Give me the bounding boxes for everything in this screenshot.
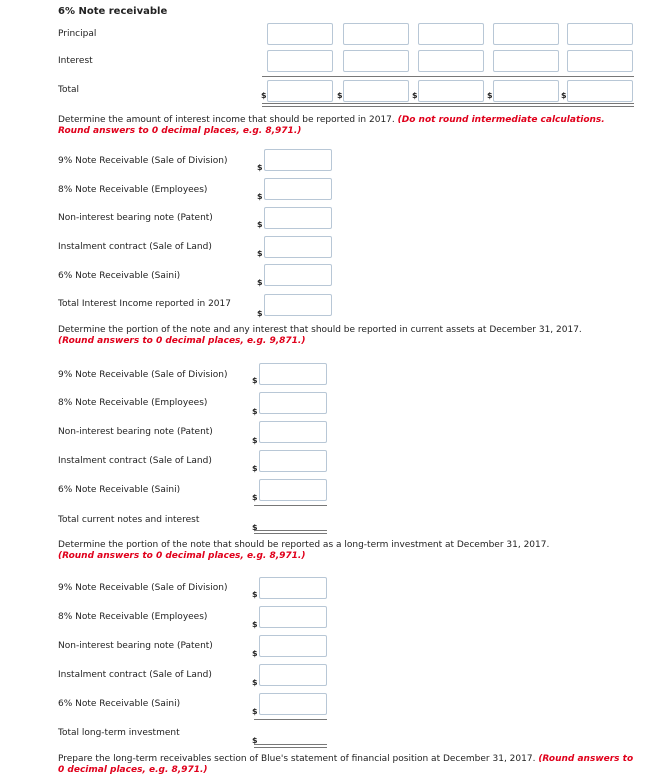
table-double-underline [262,103,634,107]
interest-input-4[interactable] [493,50,559,72]
q2-instruction-text: Determine the portion of the note and any interest that should be reported in current assets at December 31, 2017. [58,325,582,335]
q3-note: (Round answers to 0 decimal places, e.g. 8,971.) [58,551,306,561]
q1-note: (Do not round intermediate calculations. Round answers to 0 decimal places, e.g. 8,971.) [58,115,605,136]
q3-item-label: 9% Note Receivable (Sale of Division) [58,583,228,593]
q3-instruction-text: Determine the portion of the note that should be reported as a long-term investment at December 31, 2017. [58,540,550,550]
q2-input-sale-division[interactable] [259,363,327,385]
q3-item-label: Non-interest bearing note (Patent) [58,641,213,651]
q2-total-dollar: $ [252,523,258,532]
q2-input-patent[interactable] [259,421,327,443]
principal-input-2[interactable] [343,23,409,45]
total-dollar-1: $ [261,91,267,100]
q1-input-sale-division[interactable] [264,149,332,171]
q3-input-patent[interactable] [259,635,327,657]
interest-input-5[interactable] [567,50,633,72]
q2-input-land[interactable] [259,450,327,472]
q3-item-label: 8% Note Receivable (Employees) [58,612,208,622]
q2-instruction [58,325,638,347]
q2-dollar: $ [252,493,258,502]
q3-dollar: $ [252,649,258,658]
q2-dollar: $ [252,464,258,473]
total-dollar-2: $ [337,91,343,100]
q2-input-employees[interactable] [259,392,327,414]
q2-total-label: Total current notes and interest [58,515,200,525]
total-dollar-4: $ [487,91,493,100]
q1-item-label: Non-interest bearing note (Patent) [58,213,213,223]
q1-total-label: Total Interest Income reported in 2017 [58,299,231,309]
total-input-5[interactable] [567,80,633,102]
interest-input-1[interactable] [267,50,333,72]
q1-instruction-text: Determine the amount of interest income that should be reported in 2017. [58,115,395,125]
q2-dollar: $ [252,407,258,416]
q3-dollar: $ [252,620,258,629]
q3-total-double-underline [254,744,327,748]
q3-total-dollar: $ [252,736,258,745]
total-input-1[interactable] [267,80,333,102]
total-input-2[interactable] [343,80,409,102]
q1-item-label: Instalment contract (Sale of Land) [58,242,212,252]
q3-dollar: $ [252,590,258,599]
q3-input-land[interactable] [259,664,327,686]
q1-input-saini[interactable] [264,264,332,286]
q2-total-double-underline [254,530,327,534]
table-title: 6% Note receivable [58,6,168,17]
q2-item-label: 9% Note Receivable (Sale of Division) [58,370,228,380]
total-dollar-3: $ [412,91,418,100]
q4-instruction [58,754,638,776]
q3-dollar: $ [252,707,258,716]
q3-total-input[interactable] [259,722,327,744]
interest-input-3[interactable] [418,50,484,72]
q1-input-employees[interactable] [264,178,332,200]
q1-dollar: $ [257,278,263,287]
q3-input-employees[interactable] [259,606,327,628]
q2-total-input[interactable] [259,508,327,530]
q3-item-label: 6% Note Receivable (Saini) [58,699,181,709]
total-input-4[interactable] [493,80,559,102]
q1-item-label: 6% Note Receivable (Saini) [58,271,181,281]
q3-item-label: Instalment contract (Sale of Land) [58,670,212,680]
q1-dollar: $ [257,163,263,172]
q3-total-label: Total long-term investment [58,728,180,738]
principal-label: Principal [58,29,97,39]
q3-instruction [58,540,638,562]
q2-item-label: 8% Note Receivable (Employees) [58,398,208,408]
q1-input-patent[interactable] [264,207,332,229]
table-separator [262,76,634,77]
q2-subtotal-line [254,505,327,506]
principal-input-3[interactable] [418,23,484,45]
q1-item-label: 8% Note Receivable (Employees) [58,185,208,195]
q2-item-label: Instalment contract (Sale of Land) [58,456,212,466]
q1-dollar: $ [257,220,263,229]
principal-input-4[interactable] [493,23,559,45]
q3-dollar: $ [252,678,258,687]
q1-item-label: 9% Note Receivable (Sale of Division) [58,156,228,166]
q2-dollar: $ [252,436,258,445]
q3-input-saini[interactable] [259,693,327,715]
q2-item-label: Non-interest bearing note (Patent) [58,427,213,437]
q2-dollar: $ [252,376,258,385]
q1-dollar: $ [257,192,263,201]
principal-input-5[interactable] [567,23,633,45]
q1-dollar: $ [257,249,263,258]
q3-input-sale-division[interactable] [259,577,327,599]
q1-total-input[interactable] [264,294,332,316]
q4-note: (Round answers to 0 decimal places, e.g. 8,971.) [58,754,634,775]
q1-instruction [58,115,638,137]
q2-note: (Round answers to 0 decimal places, e.g. 9,871.) [58,336,306,346]
total-input-3[interactable] [418,80,484,102]
interest-input-2[interactable] [343,50,409,72]
total-label: Total [58,85,80,95]
q1-input-land[interactable] [264,236,332,258]
interest-label: Interest [58,56,93,66]
q1-total-dollar: $ [257,309,263,318]
total-dollar-5: $ [561,91,567,100]
q3-subtotal-line [254,719,327,720]
q2-item-label: 6% Note Receivable (Saini) [58,485,181,495]
q2-input-saini[interactable] [259,479,327,501]
principal-input-1[interactable] [267,23,333,45]
q4-instruction-text: Prepare the long-term receivables section of Blue's statement of financial position at December 31, 2017. [58,754,536,764]
